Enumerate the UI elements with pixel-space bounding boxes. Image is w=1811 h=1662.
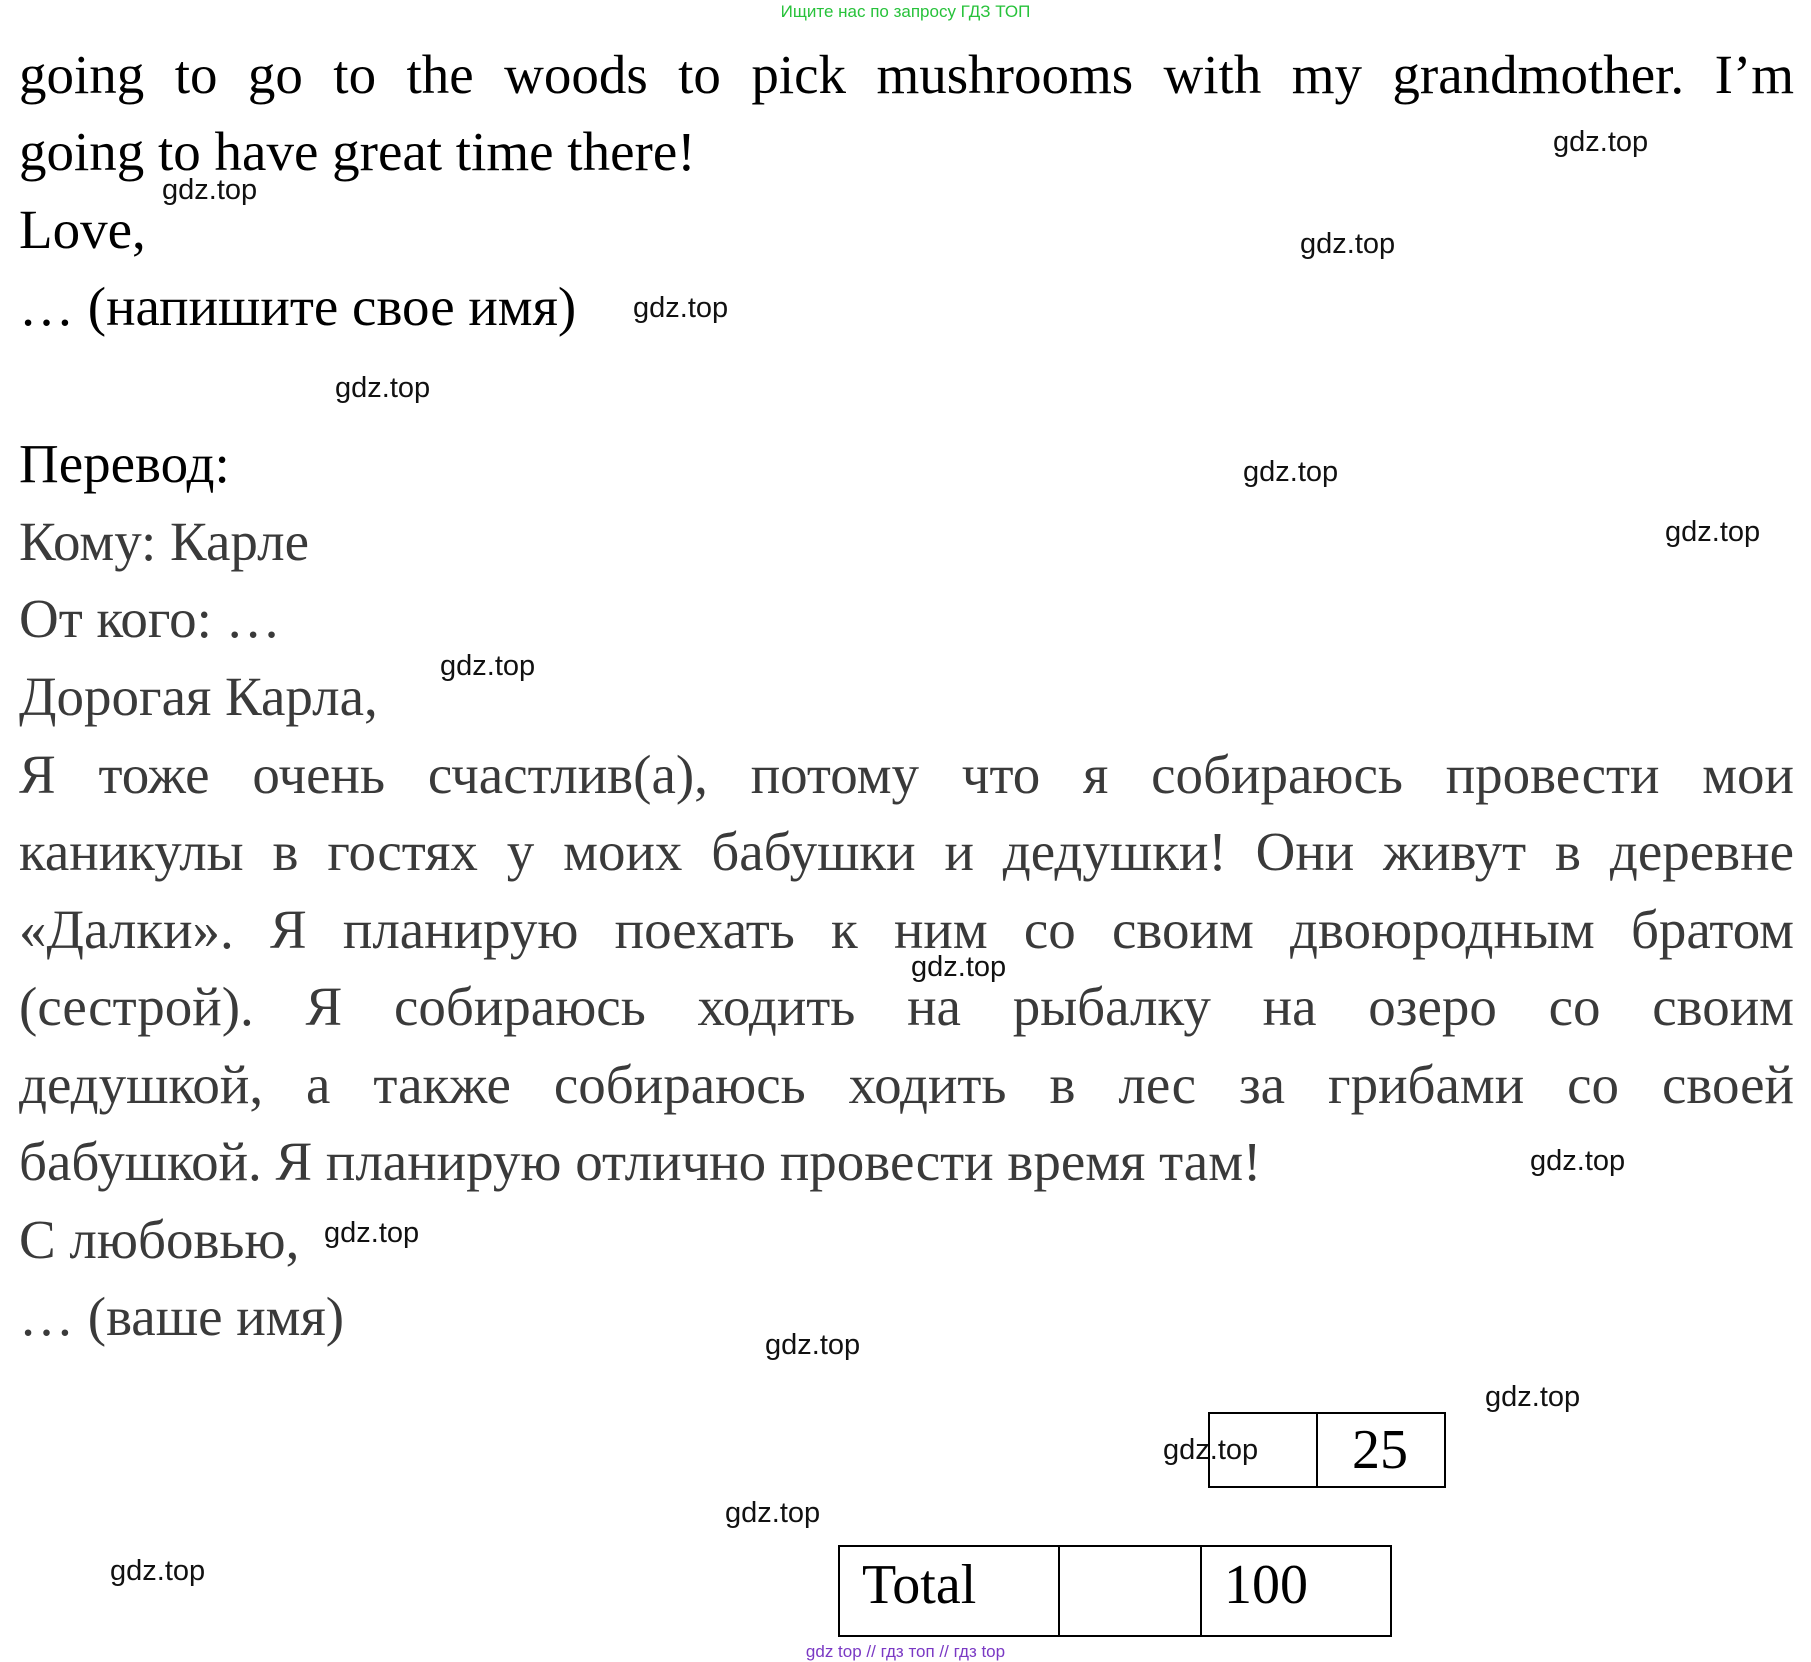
watermark: gdz.top — [1553, 126, 1649, 158]
translation-body-line: Я тоже очень счастлив(а), потому что я собираюсь провести мои — [19, 744, 1794, 805]
translation-closing: С любовью, — [19, 1209, 300, 1270]
translation-body-line: бабушкой. Я планирую отлично провести время там! — [19, 1131, 1262, 1192]
watermark: gdz.top — [1485, 1381, 1581, 1413]
watermark: gdz.top — [911, 951, 1007, 983]
watermark: gdz.top — [440, 650, 536, 682]
letter-signature: … (напишите свое имя) — [19, 276, 577, 337]
watermark: gdz.top — [110, 1555, 206, 1587]
translation-to: Кому: Карле — [19, 511, 310, 572]
translation-greeting: Дорогая Карла, — [19, 666, 378, 727]
total-label: Total — [862, 1554, 977, 1616]
watermark: gdz.top — [335, 372, 431, 404]
watermark: gdz.top — [633, 292, 729, 324]
total-value: 100 — [1224, 1554, 1308, 1616]
translation-signature: … (ваше имя) — [19, 1286, 345, 1347]
translation-body-line: дедушкой, а также собираюсь ходить в лес за грибами со своей — [19, 1054, 1794, 1115]
translation-body-line: «Далки». Я планирую поехать к ним со своим двоюродным братом — [19, 899, 1794, 960]
total-blank-cell — [1058, 1547, 1200, 1635]
total-label-cell — [840, 1547, 1058, 1635]
watermark: gdz.top — [324, 1217, 420, 1249]
translation-heading: Перевод: — [19, 433, 230, 494]
letter-line-1: going to go to the woods to pick mushrooms with my grandmother. I’m — [19, 44, 1794, 105]
total-box — [838, 1545, 1392, 1637]
watermark: gdz.top — [725, 1497, 821, 1529]
translation-body-line: (сестрой). Я собираюсь ходить на рыбалку на озеро со своим — [19, 976, 1794, 1037]
top-banner: Ищите нас по запросу ГДЗ ТОП — [780, 2, 1031, 21]
letter-line-2: going to have great time there! — [19, 121, 696, 182]
translation-from: От кого: … — [19, 588, 281, 649]
score-value: 25 — [1352, 1419, 1408, 1481]
translation-body-line: каникулы в гостях у моих бабушки и дедушки! Они живут в деревне — [19, 821, 1794, 882]
watermark: gdz.top — [1665, 516, 1761, 548]
watermark: gdz.top — [1300, 228, 1396, 260]
watermark: gdz.top — [1530, 1145, 1626, 1177]
watermark: gdz.top — [765, 1329, 861, 1361]
score-cell — [1316, 1414, 1444, 1486]
watermark: gdz.top — [1243, 456, 1339, 488]
total-value-cell — [1200, 1547, 1390, 1635]
watermark: gdz.top — [162, 174, 258, 206]
letter-closing: Love, — [19, 199, 146, 260]
footer-links: gdz top // гдз топ // гдз top — [805, 1642, 1006, 1661]
watermark: gdz.top — [1163, 1434, 1259, 1466]
